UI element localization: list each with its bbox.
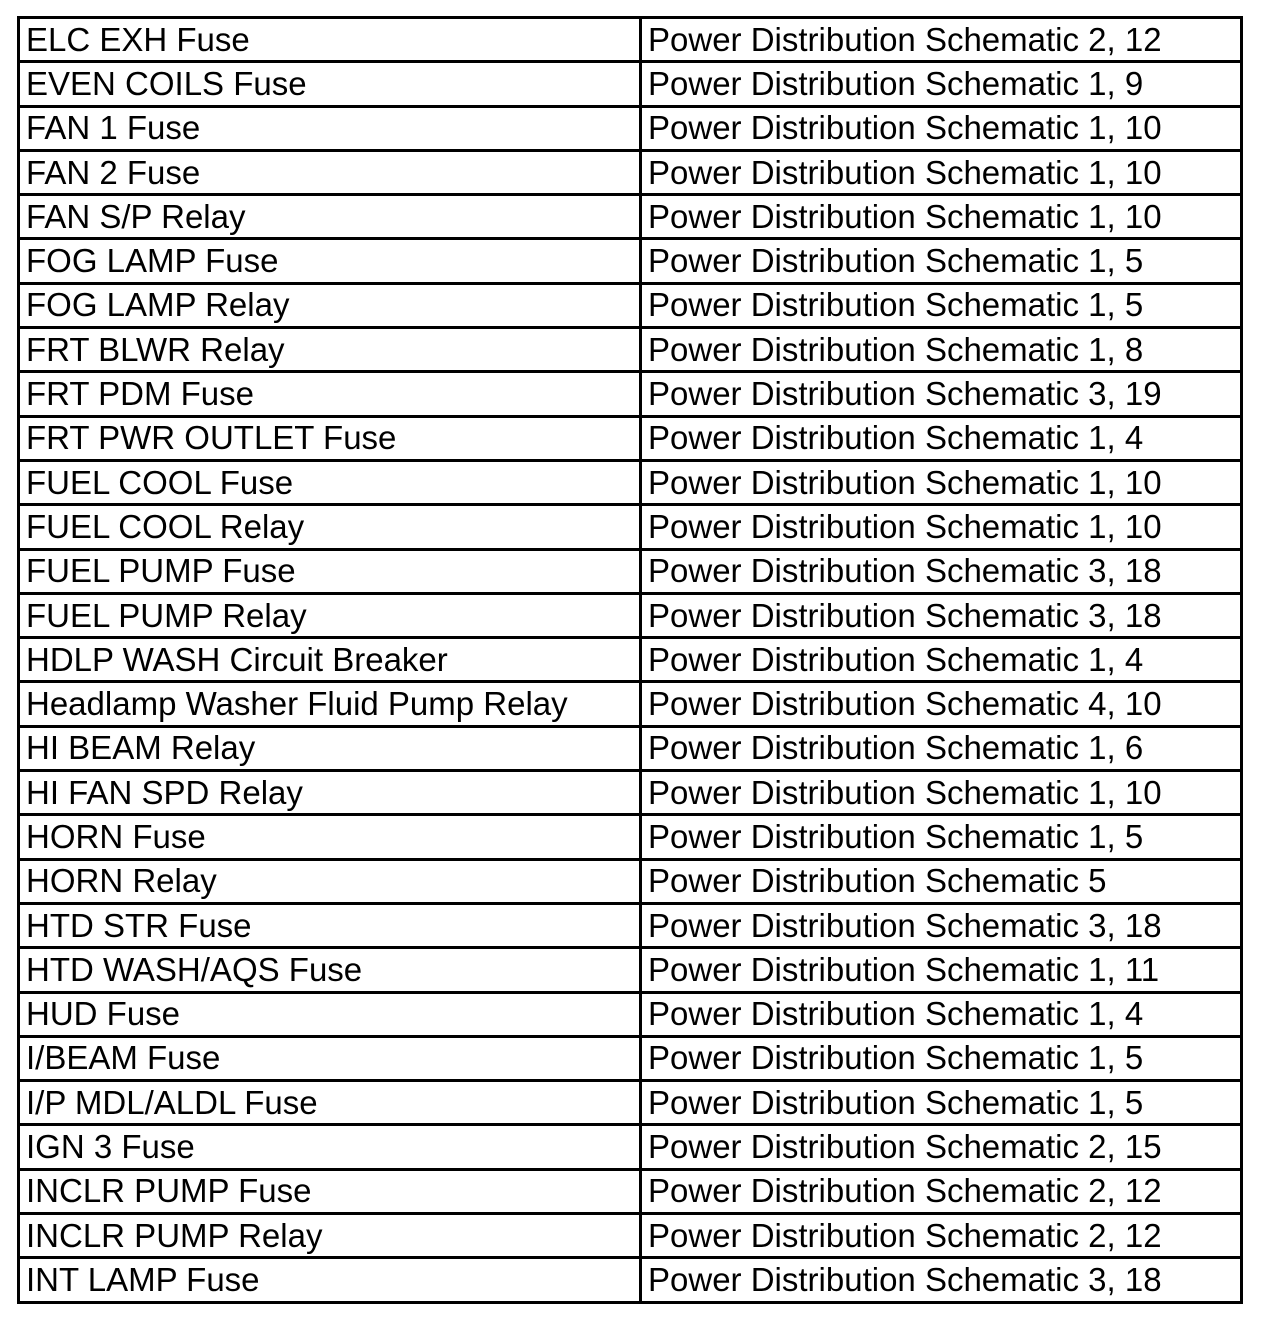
component-location-table-container [17,16,1240,1304]
table-row [19,771,1242,815]
table-row [19,682,1242,726]
table-row [19,1081,1242,1125]
table-row [19,106,1242,150]
schematic-reference-cell: Power Distribution Schematic 1, 5 [641,239,1242,283]
table-row [19,815,1242,859]
component-name-cell: INCLR PUMP Fuse [19,1169,641,1213]
component-name-cell: FOG LAMP Relay [19,283,641,327]
schematic-reference-cell: Power Distribution Schematic 1, 10 [641,460,1242,504]
table-row [19,1036,1242,1080]
schematic-reference-cell: Power Distribution Schematic 1, 10 [641,195,1242,239]
schematic-reference-cell: Power Distribution Schematic 1, 10 [641,150,1242,194]
schematic-reference-cell: Power Distribution Schematic 2, 12 [641,1214,1242,1258]
component-name-cell: FRT PWR OUTLET Fuse [19,416,641,460]
component-name-cell: Headlamp Washer Fluid Pump Relay [19,682,641,726]
schematic-reference-cell: Power Distribution Schematic 3, 19 [641,372,1242,416]
schematic-reference-cell: Power Distribution Schematic 1, 10 [641,771,1242,815]
schematic-reference-cell: Power Distribution Schematic 1, 5 [641,1036,1242,1080]
schematic-reference-cell: Power Distribution Schematic 3, 18 [641,593,1242,637]
table-row [19,1169,1242,1213]
component-name-cell: HDLP WASH Circuit Breaker [19,638,641,682]
component-name-cell: I/BEAM Fuse [19,1036,641,1080]
component-name-cell: FAN S/P Relay [19,195,641,239]
table-row [19,460,1242,504]
table-row [19,239,1242,283]
schematic-reference-cell: Power Distribution Schematic 1, 9 [641,62,1242,106]
table-row [19,62,1242,106]
table-body [19,18,1242,1303]
component-name-cell: FUEL PUMP Fuse [19,549,641,593]
schematic-reference-cell: Power Distribution Schematic 1, 10 [641,106,1242,150]
component-name-cell: FRT PDM Fuse [19,372,641,416]
schematic-reference-cell: Power Distribution Schematic 1, 4 [641,638,1242,682]
schematic-reference-cell: Power Distribution Schematic 3, 18 [641,1258,1242,1302]
table-row [19,903,1242,947]
table-row [19,195,1242,239]
schematic-reference-cell: Power Distribution Schematic 3, 18 [641,903,1242,947]
table-row [19,150,1242,194]
table-row [19,948,1242,992]
schematic-reference-cell: Power Distribution Schematic 1, 5 [641,815,1242,859]
table-row [19,992,1242,1036]
table-row [19,1214,1242,1258]
schematic-reference-cell: Power Distribution Schematic 1, 4 [641,416,1242,460]
table-row [19,372,1242,416]
schematic-reference-cell: Power Distribution Schematic 1, 11 [641,948,1242,992]
schematic-reference-cell: Power Distribution Schematic 2, 15 [641,1125,1242,1169]
component-name-cell: FOG LAMP Fuse [19,239,641,283]
component-name-cell: FAN 2 Fuse [19,150,641,194]
schematic-reference-cell: Power Distribution Schematic 1, 8 [641,328,1242,372]
schematic-reference-cell: Power Distribution Schematic 2, 12 [641,1169,1242,1213]
component-name-cell: HI FAN SPD Relay [19,771,641,815]
table-row [19,416,1242,460]
table-row [19,593,1242,637]
component-name-cell: ELC EXH Fuse [19,18,641,62]
component-name-cell: HORN Fuse [19,815,641,859]
component-name-cell: HTD WASH/AQS Fuse [19,948,641,992]
table-row [19,18,1242,62]
table-row [19,283,1242,327]
component-location-table [17,16,1243,1304]
component-name-cell: FRT BLWR Relay [19,328,641,372]
component-name-cell: HI BEAM Relay [19,726,641,770]
schematic-reference-cell: Power Distribution Schematic 1, 5 [641,283,1242,327]
schematic-reference-cell: Power Distribution Schematic 1, 10 [641,505,1242,549]
table-row [19,505,1242,549]
component-name-cell: FUEL PUMP Relay [19,593,641,637]
schematic-reference-cell: Power Distribution Schematic 4, 10 [641,682,1242,726]
component-name-cell: HORN Relay [19,859,641,903]
schematic-reference-cell: Power Distribution Schematic 3, 18 [641,549,1242,593]
component-name-cell: INT LAMP Fuse [19,1258,641,1302]
component-name-cell: I/P MDL/ALDL Fuse [19,1081,641,1125]
schematic-reference-cell: Power Distribution Schematic 5 [641,859,1242,903]
component-name-cell: HUD Fuse [19,992,641,1036]
table-row [19,638,1242,682]
table-row [19,328,1242,372]
table-row [19,1258,1242,1302]
component-name-cell: EVEN COILS Fuse [19,62,641,106]
component-name-cell: IGN 3 Fuse [19,1125,641,1169]
schematic-reference-cell: Power Distribution Schematic 1, 5 [641,1081,1242,1125]
component-name-cell: FUEL COOL Relay [19,505,641,549]
component-name-cell: INCLR PUMP Relay [19,1214,641,1258]
table-row [19,726,1242,770]
schematic-reference-cell: Power Distribution Schematic 2, 12 [641,18,1242,62]
component-name-cell: HTD STR Fuse [19,903,641,947]
component-name-cell: FUEL COOL Fuse [19,460,641,504]
schematic-reference-cell: Power Distribution Schematic 1, 4 [641,992,1242,1036]
schematic-reference-cell: Power Distribution Schematic 1, 6 [641,726,1242,770]
component-name-cell: FAN 1 Fuse [19,106,641,150]
table-row [19,1125,1242,1169]
table-row [19,549,1242,593]
table-row [19,859,1242,903]
